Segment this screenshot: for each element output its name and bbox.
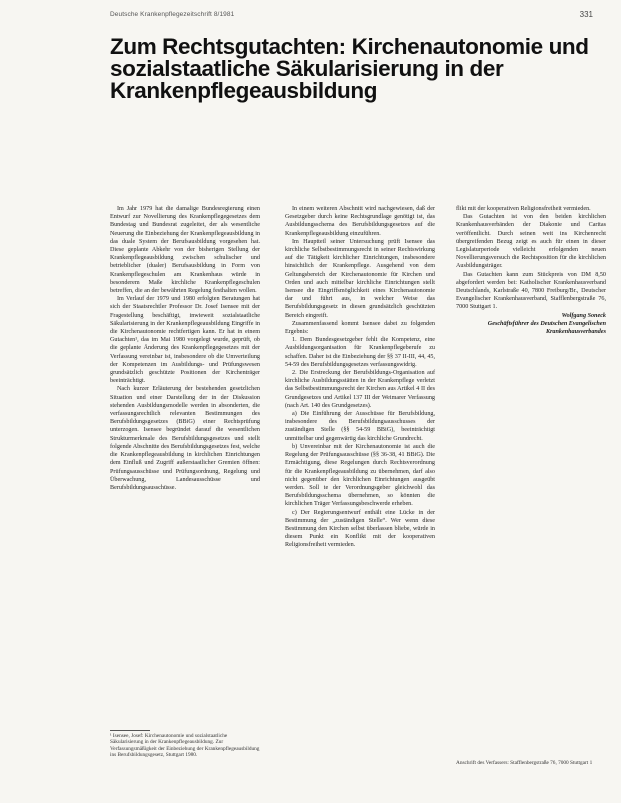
page-number: 331 xyxy=(579,10,593,19)
column-1 xyxy=(110,205,260,492)
footnote: ¹ Isensee, Josef: Kirchenautonomie und sozialstaatliche Säkularisierung in der Krankenpflegeausbildung. Zur Verfassungsmäßigkeit der Einbeziehung der Krankenpflegeausbildung ins Berufsbildungsgesetz, Stuttgart 1980. xyxy=(110,733,260,759)
running-head: Deutsche Krankenpflegezeitschrift 8/1981 xyxy=(110,11,235,18)
paragraph: Zusammenfassend kommt Isensee dabei zu folgenden Ergebnis: xyxy=(285,320,435,336)
paragraph: In einem weiteren Abschnitt wird nachgewiesen, daß der Gesetzgeber durch keine Rechtsgrundlage genötigt ist, das Ausbildungsschema des Berufsbildungsgesetzes auf die Krankenpflegeausbildung einzuführen. xyxy=(285,206,435,237)
author-address: Anschrift des Verfassers: Stafflenbergstraße 76, 7000 Stuttgart 1 xyxy=(456,760,593,766)
paragraph: Im Verlauf der 1979 und 1980 erfolgten Beratungen hat sich der Staatsrechtler Professor Dr. Josef Isensee mit der Fragestellung beschäftigt, inwieweit sozialstaatliche Säkularisierung in der Krankenpflegeausbildung Eingriffe in die Kirchenautonomie rechtfertigen kann. Er hat in einem Gutachten¹, das im Mai 1980 vorgelegt wurde, geprüft, ob die geplante Änderung des Krankenpflegegesetzes mit der Verfassung vereinbar ist, insbesondere ob die Umverteilung der Kompetenzen im Ausbildungs- und Prüfungswesen grundsätzlich geschützte Positionen der Kirchenträger beeinträchtigt. xyxy=(110,296,260,385)
column-2 xyxy=(285,205,435,550)
signature-name: Wolfgang Soneck xyxy=(561,312,606,319)
paragraph: b) Unvereinbar mit der Kirchenautonomie ist auch die Regelung der Prüfungsausschüsse (§§ 36-38, 41 BBiG). Die Ermächtigung, diese Regelungen durch Rechtsverordnung für die Krankenpflegeausbildung zu übernehmen, darf also nicht gegenüber den kirchlichen Einrichtungen ausgeübt werden. Soll te der Verordnungsgeber gleichwohl das Berufsbildungsschema übernehmen, so könnten die kirchlichen Träger Verfassungsbeschwerde erheben. xyxy=(285,443,435,508)
paragraph: Im Hauptteil seiner Untersuchung prüft Isensee das kirchliche Selbstbestimmungsrecht in seiner Rechtswirkung auf die Tätigkeit kirchlicher Einrichtungen, insbesondere hinsichtlich der Krankenpflege. Ausgehend von dem Geltungsbereich der Kirchenautonomie für Kirchen und Orden und auch mittelbar kirchliche Einrichtungen stellt Isensee die Eingriffsmöglichkeit eines Kirchenautonomie dar und führt aus, in welcher Weise das Berufsbildungsgesetz in diesen grundsätzlich geschützten Bereich eingreift. xyxy=(285,238,435,319)
article-body xyxy=(110,205,607,770)
paragraph: Nach kurzer Erläuterung der bestehenden gesetzlichen Situation und einer Darstellung der in der Diskussion stehenden Ausbildungsmodelle werden in absonderten, die verfassungsrechtlich relevanten Bestimmungen des Berufsbildungsgesetzes (BBiG) einer Rechtsprüfung unterzogen. Isensee begründet darauf die wesentlichen Strukturmerkmale des Berufsbildungsgesetzes und stellt folgende Abschnitte des Berufsbildungsgesetzes fest, welche die Krankenpflegeausbildung in kirchlichen Einrichtungen dem Einfluß und Zugriff außerstaatlicher Gremien öffnen: Prüfungsausschüsse und Prüfungsordnung, Regelung und Überwachung, Landesausschüsse und Berufsbildungsausschüsse. xyxy=(110,386,260,491)
paragraph: a) Die Einführung der Ausschüsse für Berufsbildung, insbesondere des Berufsbildungsausschusses der zuständigen Stelle (§§ 54-59 BBiG), beeinträchtigt unmittelbar und gegenwärtig das kirchliche Grundrecht. xyxy=(285,411,435,442)
signature-role: Geschäftsführer des Deutschen Evangelischen Krankenhausverbandes xyxy=(487,320,606,336)
paragraph: 2. Die Erstreckung der Berufsbildungs-Organisation auf kirchliche Ausbildungsstätten in der Krankenpflege verletzt das Selbstbestimmungsrecht der Kirchen aus Artikel 4 II des Grundgesetzes und Artikel 137 III der Weimarer Verfassung (nach Art. 140 des Grundgesetzes). xyxy=(285,370,435,409)
paragraph: c) Der Regierungsentwurf enthält eine Lücke in der Bestimmung der „zuständigen Stelle“. Wer wenn diese Bestimmung den Kirchen selbst überlassen bliebe, würde in diesem Punkt ein Konflikt mit der kooperativen Religionsfreiheit vermieden. xyxy=(285,509,435,549)
paragraph: Im Jahr 1979 hat die damalige Bundesregierung einen Entwurf zur Novellierung des Krankenpflegegesetzes dem Bundestag und Bundesrat zugeleitet, der als wesentliche Neuerung die Einbeziehung der Krankenpflegeausbildung in das duale System der Berufsausbildung vorgesehen hat. Diese geplante Abkehr von der bisherigen Stellung der Krankenpflegeausbildung zwischen schulischer und betrieblicher (dualer) Berufsausbildung in Form von Krankenpflegeschulen am Krankenhaus würde in besonderem Maße kirchliche Krankenpflegeschulen betreffen, die an der bewährten Regelung festhalten wollen. xyxy=(110,206,260,295)
paragraph: flikt mit der kooperativen Religionsfreiheit vermieden. xyxy=(456,206,591,212)
article-title: Zum Rechtsgutachten: Kirchenautonomie und sozialstaatliche Säkularisierung in der Krankenpflegeausbildung xyxy=(110,34,589,103)
paragraph: Das Gutachten kann zum Stückpreis von DM 8,50 abgefordert werden bei: Katholischer Krankenhausverband Deutschlands, Karlstraße 40, 7800 Freiburg/Br., Deutscher Evangelischer Krankenhausverband, Stafflenbergstraße 76, 7000 Stuttgart 1. xyxy=(456,271,606,311)
footnote-divider xyxy=(110,730,150,731)
paragraph: Das Gutachten ist von den beiden kirchlichen Krankenhausverbänden der Diakonie und Caritas veröffentlicht. Durch seinen weit ins Kirchenrecht übergreifenden Bezug zeigt es auch für einen in dieser Legislaturperiode vielleicht erfolgenden neuen Novellierungsversuch die Rechtsposition für die kirchlichen Ausbildungsträger. xyxy=(456,214,606,270)
paragraph: 1. Dem Bundesgesetzgeber fehlt die Kompetenz, eine Ausbildungsorganisation für Krankenpflegeberufe zu schaffen. Daher ist die Einbeziehung der §§ 37 II-III, 44, 45, 54-59 des Berufsbildungsgesetzes verfassungswidrig. xyxy=(285,337,435,368)
column-3 xyxy=(456,205,606,336)
